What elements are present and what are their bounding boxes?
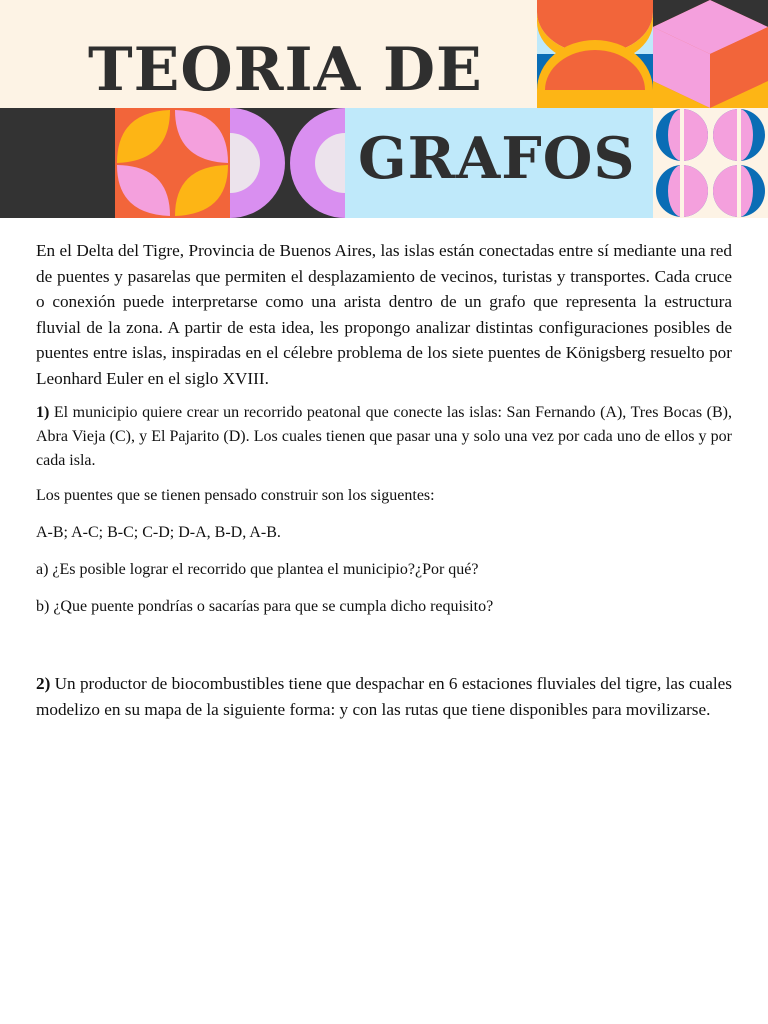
- question-1a: a) ¿Es posible lograr el recorrido que plantea el municipio?¿Por qué?: [36, 561, 479, 578]
- question-1-number: 1): [36, 404, 50, 421]
- half-circle-pattern-tile: [230, 108, 345, 218]
- header-banner: [0, 0, 768, 218]
- question-2-text: Un productor de biocombustibles tiene que despachar en 6 estaciones fluviales del tigre, las cuales modelizo en su mapa de la siguiente forma: y con las rutas que tiene disponibles para movilizarse.: [36, 674, 732, 719]
- geometric-cube-tile: [653, 0, 768, 108]
- question-1: [36, 401, 732, 473]
- dark-block: [0, 108, 115, 218]
- semicircle-pattern-tile-top: [537, 0, 653, 108]
- bridges-list: A-B; A-C; B-C; C-D; D-A, B-D, A-B.: [36, 524, 281, 541]
- bridges-intro: Los puentes que se tienen pensado construir son los siguentes:: [36, 487, 435, 504]
- intro-paragraph: En el Delta del Tigre, Provincia de Buenos Aires, las islas están conectadas entre sí mediante una red de puentes y pasarelas que permiten el desplazamiento de vecinos, turistas y transportes. Cada cruce o conexión puede interpretarse como una arista dentro de un grafo que representa la estructura fluvial de la zona. A partir de esta idea, les propongo analizar distintas configuraciones posibles de puentes entre islas, inspiradas en el célebre problema de los siete puentes de Königsberg resuelto por Leonhard Euler en el siglo XVIII.: [36, 241, 732, 388]
- title-line-2: GRAFOS: [358, 125, 636, 192]
- question-1b: b) ¿Que puente pondrías o sacarías para que se cumpla dicho requisito?: [36, 598, 494, 615]
- question-2: [36, 671, 732, 722]
- circle-pattern-tile: [653, 108, 768, 218]
- document-body: [36, 238, 732, 722]
- question-1-text: El municipio quiere crear un recorrido peatonal que conecte las islas: San Fernando (A), Tres Bocas (B), Abra Vieja (C), y El Pajarito (D). Los cuales tienen que pasar una y solo una vez por cada uno de ellos y por cada isla.: [36, 404, 732, 469]
- question-2-number: 2): [36, 674, 51, 693]
- petal-pattern-tile: [115, 108, 230, 218]
- title-line-1: TEORIA DE: [88, 35, 483, 105]
